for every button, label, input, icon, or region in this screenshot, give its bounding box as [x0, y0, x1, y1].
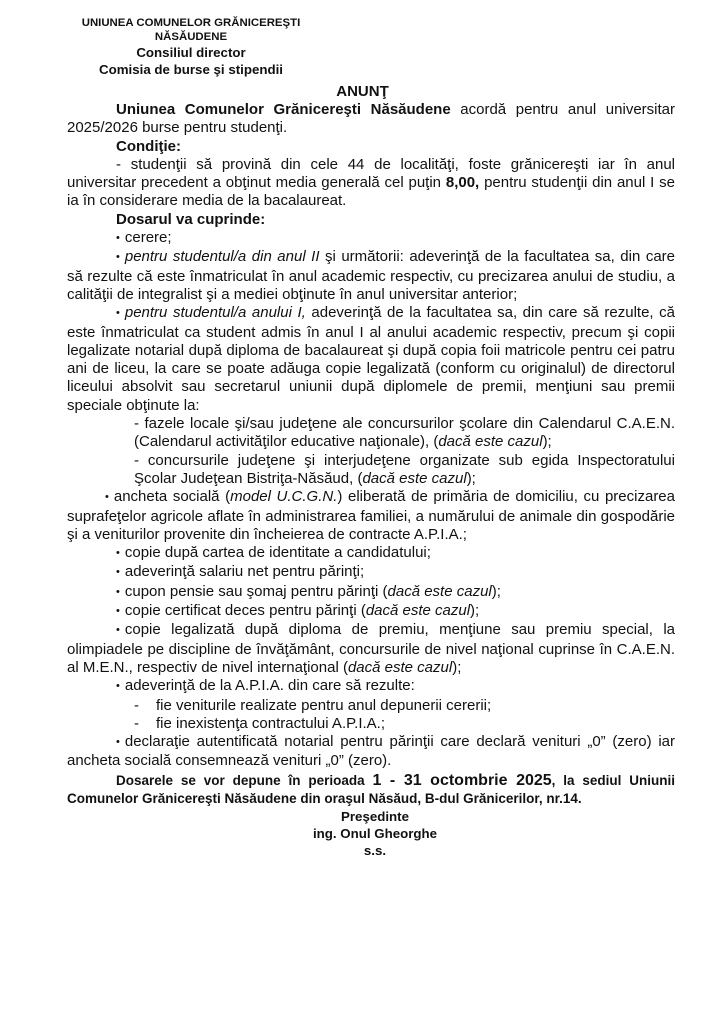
sub-item-text: - concursurile judeţene şi interjudeţene organizate sub egida Inspectoratului Şcolar Judeţean Bistriţa-Năsăud, ( — [134, 451, 675, 487]
submission-notice — [67, 772, 675, 808]
condition-paragraph — [67, 156, 675, 211]
apia-sub-item-income — [67, 697, 675, 715]
list-item-emphasis: dacă este cazul — [347, 658, 453, 676]
list-item-id-copy — [67, 544, 675, 563]
sub-item-text: fie inexistenţa contractului A.P.I.A.; — [156, 714, 386, 732]
list-item-text: adeverinţă de la A.P.I.A. din care să rezulte: — [124, 677, 415, 695]
bullet-icon — [116, 677, 125, 694]
commission-name: Comisia de burse şi stipendii — [99, 62, 283, 77]
dash-icon: - — [134, 696, 139, 714]
bullet-icon — [116, 733, 125, 750]
list-item-ancheta — [67, 488, 675, 544]
list-item-emphasis: dacă este cazul — [387, 582, 492, 600]
bullet-icon — [116, 304, 125, 321]
sub-item-county-contests — [67, 452, 675, 489]
sub-item-end: ); — [542, 433, 552, 451]
list-item-text: şi următorii: adeverinţă de la facultatea sa, din care să rezulte că este înmatriculat în anul academic respectiv, cu precizarea anului de studiu, a calităţii de integralist şi a mediei obţinute în anul universitar anterior; — [67, 248, 675, 303]
bullet-icon — [116, 544, 125, 561]
notice-text-end: , la sediul Uniunii Comunelor Grănicereşti Năsăudene din oraşul Năsăud, B-dul Grănicerilor, nr.14. — [67, 772, 676, 806]
bullet-icon — [105, 488, 114, 505]
list-item-end: ); — [491, 582, 501, 600]
list-item-text: adeverinţă de la facultatea sa, din care să rezulte, că este înmatriculat ca student admis în anul I al anului academic respectiv, precum şi copii legalizate notarial după diploma de bacalaureat şi după copia foii matricole pentru cei patru ani de liceu, la care se poate adăuga copie legalizată (conform cu originalul) de directorul liceului absolvit sau secretarul uniunii după diplomele de premii, menţiuni sau premii speciale obţinute la: — [67, 304, 675, 414]
list-item-year2 — [67, 248, 675, 304]
list-item-text: adeverinţă salariu net pentru părinţi; — [124, 563, 365, 581]
list-item-emphasis: dacă este cazul — [365, 602, 471, 620]
sub-item-end: ); — [466, 469, 476, 487]
min-grade: 8,00, — [445, 174, 480, 192]
condition-text-end: pentru studenţii din anul I se ia în considerare media de la bacalaureat. — [67, 174, 675, 210]
dossier-heading: Dosarul va cuprinde: — [116, 210, 266, 228]
sub-item-emphasis: dacă este cazul — [362, 469, 467, 487]
notice-text: Dosarele se vor depune în perioada — [116, 772, 373, 788]
list-item-text: copie după cartea de identitate a candidatului; — [124, 544, 431, 562]
list-item-diploma — [67, 621, 675, 677]
org-name-line2: NĂSĂUDENE — [154, 31, 228, 43]
intro-paragraph — [67, 101, 675, 138]
list-item-end: ); — [452, 658, 462, 676]
sub-item-emphasis: dacă este cazul — [438, 433, 543, 451]
org-name-line1: UNIUNEA COMUNELOR GRĂNICEREŞTI — [81, 17, 301, 29]
list-item-emphasis: pentru studentul/a din anul II — [124, 248, 320, 266]
list-item-text: cerere; — [124, 229, 172, 247]
document-title: ANUNŢ — [336, 83, 389, 100]
list-item-apia — [67, 677, 675, 696]
list-item-year1 — [67, 304, 675, 415]
sub-item-local-phases — [67, 415, 675, 452]
list-item-salary — [67, 563, 675, 582]
intro-org-name: Uniunea Comunelor Grănicereşti Năsăudene — [116, 101, 451, 118]
intro-text: acordă pentru anul universitar 2025/2026 burse pentru studenţi. — [67, 101, 675, 137]
list-item-text-end: ) eliberată de primăria de domiciliu, cu precizarea suprafeţelor agricole aflate în administrarea familiei, a numărului de animale din gospodărie şi a veniturilor provenite din încheierea de contracte A.P.I.A.; — [67, 488, 675, 543]
sub-item-text: fie veniturile realizate pentru anul depunerii cererii; — [156, 696, 492, 714]
bullet-icon — [116, 583, 125, 600]
list-item-emphasis: pentru studentul/a anului I, — [124, 304, 306, 322]
dash-icon: - — [134, 714, 139, 732]
list-item-text: declaraţie autentificată notarial pentru părinţii care declară venituri „0” (zero) iar ancheta socială consemnează venituri „0” (zero). — [67, 733, 675, 770]
list-item-text: ancheta socială ( — [113, 488, 231, 506]
list-item-pension — [67, 583, 675, 602]
list-item-text: cupon pensie sau şomaj pentru părinţi ( — [124, 582, 388, 600]
signatory-role: Preşedinte — [341, 808, 409, 824]
apia-sub-item-no-contract — [67, 715, 675, 733]
list-item-death-certificate — [67, 602, 675, 621]
bullet-icon — [116, 248, 125, 265]
sub-item-text: - fazele locale şi/sau judeţene ale concursurilor şcolare din Calendarul C.A.E.N. (Calendarul activităţilor educative naţionale), ( — [134, 415, 675, 451]
organization-header — [66, 16, 316, 78]
bullet-icon — [116, 621, 125, 638]
list-item-text: copie certificat deces pentru părinţi ( — [124, 602, 366, 620]
condition-heading: Condiţie: — [116, 137, 181, 155]
bullet-icon — [116, 229, 125, 246]
list-item-cerere — [67, 229, 675, 248]
board-name: Consiliul director — [136, 45, 246, 60]
list-item-declaration — [67, 733, 675, 771]
list-item-text: copie legalizată după diploma de premiu, menţiune sau premiu special, la olimpiadele pe discipline de învăţământ, concursurile de nivel naţional cuprinse în C.A.E.N. al M.E.N., respectiv de nivel internaţional ( — [67, 621, 675, 676]
submission-period: 1 - 31 octombrie 2025 — [372, 771, 552, 789]
bullet-icon — [116, 563, 125, 580]
list-item-emphasis: model U.C.G.N. — [230, 488, 338, 506]
condition-text: - studenţii să provină din cele 44 de localităţi, foste grănicereşti iar în anul universitar precedent a obţinut media generală cel puţin — [67, 155, 675, 192]
signatory-name: ing. Onul Gheorghe — [312, 825, 438, 841]
document-body — [67, 101, 675, 859]
signature-block — [67, 808, 675, 859]
signature-mark: s.s. — [363, 842, 387, 858]
list-item-end: ); — [470, 602, 480, 620]
bullet-icon — [116, 602, 125, 619]
